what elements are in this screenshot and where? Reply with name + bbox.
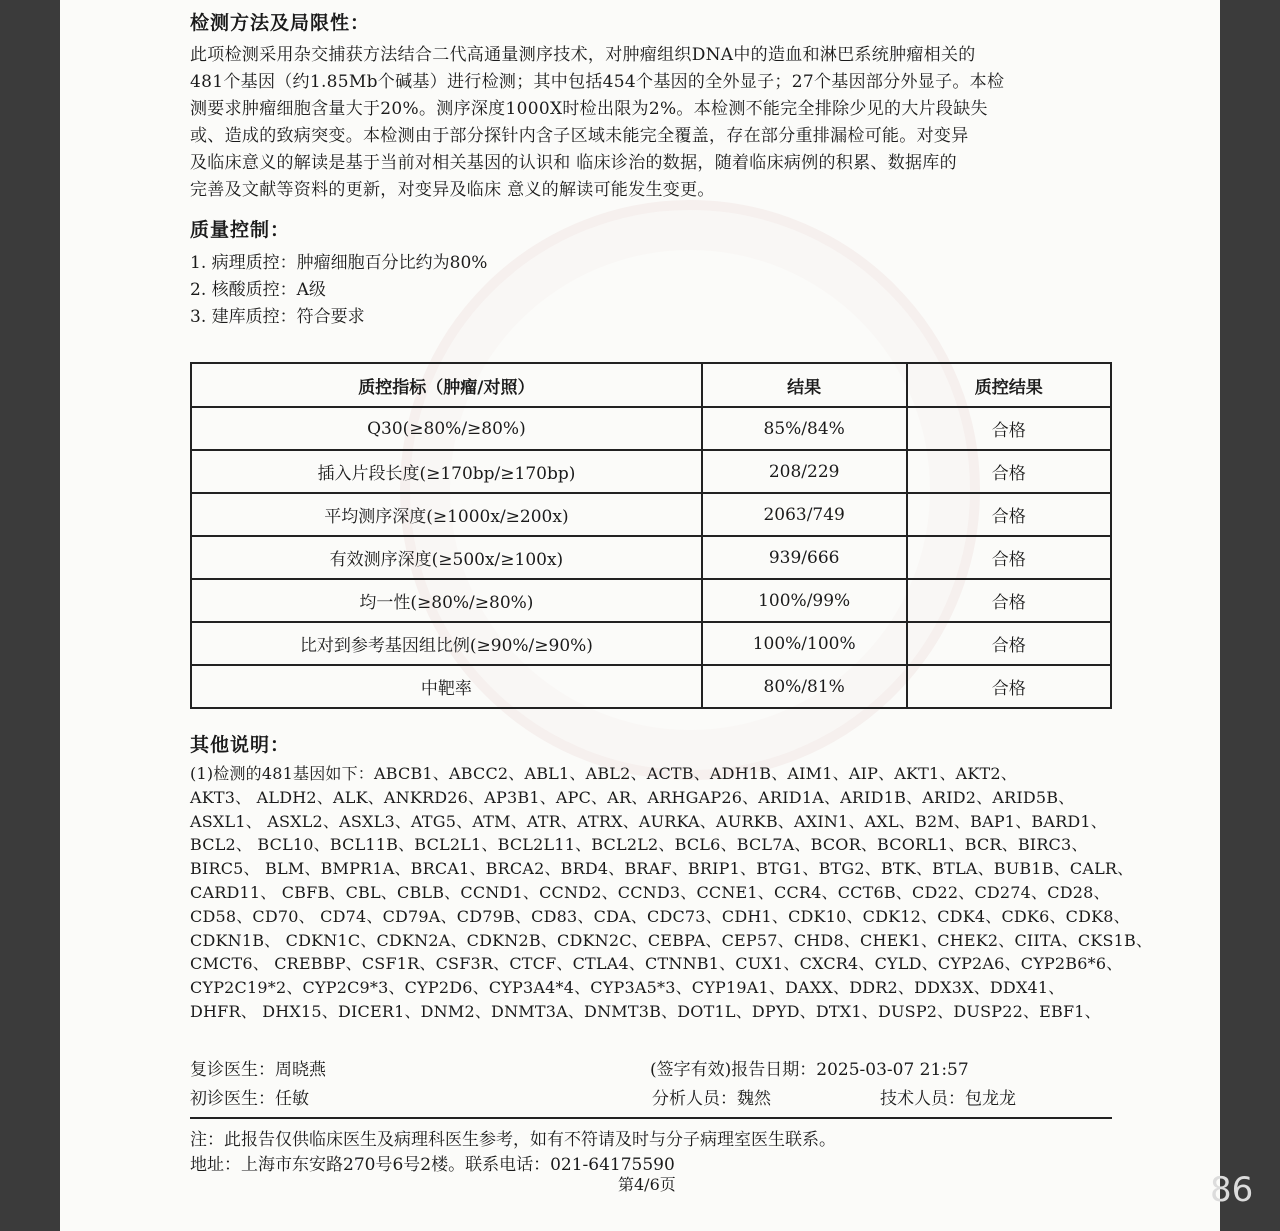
qc-result: 208/229 — [702, 450, 907, 493]
gene-line: CDKN1B、 CDKN1C、CDKN2A、CDKN2B、CDKN2C、CEBPA、CEP57、CHD8、CHEK1、CHEK2、CIITA、CKS1B、 — [190, 930, 1153, 950]
qc-status: 合格 — [907, 536, 1111, 579]
qc-header-result: 结果 — [702, 363, 907, 407]
qc-result: 2063/749 — [702, 493, 907, 536]
qc-header-metric: 质控指标（肿瘤/对照） — [191, 363, 702, 407]
qc-status: 合格 — [907, 407, 1111, 450]
gene-line: (1)检测的481基因如下：ABCB1、ABCC2、ABL1、ABL2、ACTB、ADH1B、AIM1、AIP、AKT1、AKT2、 — [190, 764, 1017, 783]
table-row — [191, 450, 1111, 493]
method-line: 测要求肿瘤细胞含量大于20%。测序深度1000X时检出限为2%。本检测不能完全排除少见的大片段缺失 — [190, 99, 988, 119]
quality-list — [190, 250, 487, 331]
page-number: 第4/6页 — [618, 1175, 676, 1194]
review-doctor: 复诊医生：周晓燕 — [190, 1060, 326, 1080]
qc-result: 939/666 — [702, 536, 907, 579]
qc-result: 80%/81% — [702, 665, 907, 708]
gene-line: BIRC5、 BLM、BMPR1A、BRCA1、BRCA2、BRD4、BRAF、BRIP1、BTG1、BTG2、BTK、BTLA、BUB1B、CALR、 — [190, 859, 1134, 879]
footer-note: 注：此报告仅供临床医生及病理科医生参考，如有不符请及时与分子病理室医生联系。 — [190, 1130, 836, 1150]
qc-metric: 均一性(≥80%/≥80%) — [191, 579, 702, 622]
corner-number: 86 — [1210, 1170, 1254, 1210]
qc-metric: Q30(≥80%/≥80%) — [191, 407, 702, 450]
qc-result: 85%/84% — [702, 407, 907, 450]
gene-line: CD58、CD70、 CD74、CD79A、CD79B、CD83、CDA、CDC73、CDH1、CDK10、CDK12、CDK4、CDK6、CDK8、 — [190, 906, 1130, 926]
qc-status: 合格 — [907, 493, 1111, 536]
gene-line: DHFR、 DHX15、DICER1、DNM2、DNMT3A、DNMT3B、DOT1L、DPYD、DTX1、DUSP2、DUSP22、EBF1、 — [190, 1001, 1101, 1021]
first-doctor: 初诊医生：任敏 — [190, 1089, 309, 1109]
qc-status: 合格 — [907, 622, 1111, 665]
qc-result: 100%/99% — [702, 579, 907, 622]
quality-item: 2. 核酸质控：A级 — [190, 280, 326, 300]
quality-item: 1. 病理质控：肿瘤细胞百分比约为80% — [190, 253, 488, 273]
gene-line: CYP2C19*2、CYP2C9*3、CYP2D6、CYP3A4*4、CYP3A5*3、CYP19A1、DAXX、DDR2、DDX3X、DDX41、 — [190, 978, 1065, 998]
qc-header-status: 质控结果 — [907, 363, 1111, 407]
method-line: 或、造成的致病突变。本检测由于部分探针内含子区域未能完全覆盖，存在部分重排漏检可能。对变异 — [190, 126, 969, 146]
table-row — [191, 536, 1111, 579]
gene-line: CARD11、 CBFB、CBL、CBLB、CCND1、CCND2、CCND3、CCNE1、CCR4、CCT6B、CD22、CD274、CD28、 — [190, 882, 1110, 902]
footer-address: 地址：上海市东安路270号6号2楼。联系电话：021-64175590 — [190, 1155, 675, 1175]
qc-metric: 平均测序深度(≥1000x/≥200x) — [191, 493, 702, 536]
table-row — [191, 579, 1111, 622]
analyst: 分析人员：魏然 — [652, 1089, 771, 1109]
technician: 技术人员：包龙龙 — [880, 1089, 1016, 1109]
viewer-right-margin — [1220, 0, 1280, 1231]
gene-list — [190, 762, 1153, 1024]
qc-metric: 插入片段长度(≥170bp/≥170bp) — [191, 450, 702, 493]
qc-table-header — [191, 363, 1111, 407]
table-row — [191, 665, 1111, 708]
viewer-left-margin — [0, 0, 60, 1231]
method-line: 481个基因（约1.85Mb个碱基）进行检测；其中包括454个基因的全外显子；27个基因部分外显子。本检 — [190, 72, 1005, 92]
method-heading: 检测方法及局限性： — [190, 12, 371, 34]
qc-metric: 有效测序深度(≥500x/≥100x) — [191, 536, 702, 579]
qc-status: 合格 — [907, 665, 1111, 708]
qc-table — [190, 362, 1112, 709]
qc-metric: 中靶率 — [191, 665, 702, 708]
method-line: 完善及文献等资料的更新，对变异及临床 意义的解读可能发生变更。 — [190, 180, 715, 200]
gene-line: ASXL1、 ASXL2、ASXL3、ATG5、ATM、ATR、ATRX、AURKA、AURKB、AXIN1、AXL、B2M、BAP1、BARD1、 — [190, 811, 1107, 831]
table-row — [191, 622, 1111, 665]
method-line: 及临床意义的解读是基于当前对相关基因的认识和 临床诊治的数据，随着临床病例的积累、数据库的 — [190, 153, 957, 173]
gene-line: BCL2、 BCL10、BCL11B、BCL2L1、BCL2L11、BCL2L2、BCL6、BCL7A、BCOR、BCORL1、BCR、BIRC3、 — [190, 835, 1088, 855]
table-row — [191, 407, 1111, 450]
table-row — [191, 493, 1111, 536]
report-date: (签字有效)报告日期：2025-03-07 21:57 — [650, 1060, 969, 1080]
qc-metric: 比对到参考基因组比例(≥90%/≥90%) — [191, 622, 702, 665]
quality-heading: 质量控制： — [190, 219, 291, 241]
gene-line: AKT3、 ALDH2、ALK、ANKRD26、AP3B1、APC、AR、ARHGAP26、ARID1A、ARID1B、ARID2、ARID5B、 — [190, 787, 1075, 807]
gene-line: CMCT6、 CREBBP、CSF1R、CSF3R、CTCF、CTLA4、CTNNB1、CUX1、CXCR4、CYLD、CYP2A6、CYP2B6*6、 — [190, 954, 1123, 974]
method-line: 此项检测采用杂交捕获方法结合二代高通量测序技术，对肿瘤组织DNA中的造血和淋巴系统肿瘤相关的 — [190, 45, 976, 65]
footer-divider — [190, 1117, 1112, 1119]
method-paragraph — [190, 42, 1110, 204]
qc-result: 100%/100% — [702, 622, 907, 665]
qc-status: 合格 — [907, 579, 1111, 622]
qc-status: 合格 — [907, 450, 1111, 493]
other-heading: 其他说明： — [190, 734, 291, 756]
quality-item: 3. 建库质控：符合要求 — [190, 307, 365, 327]
